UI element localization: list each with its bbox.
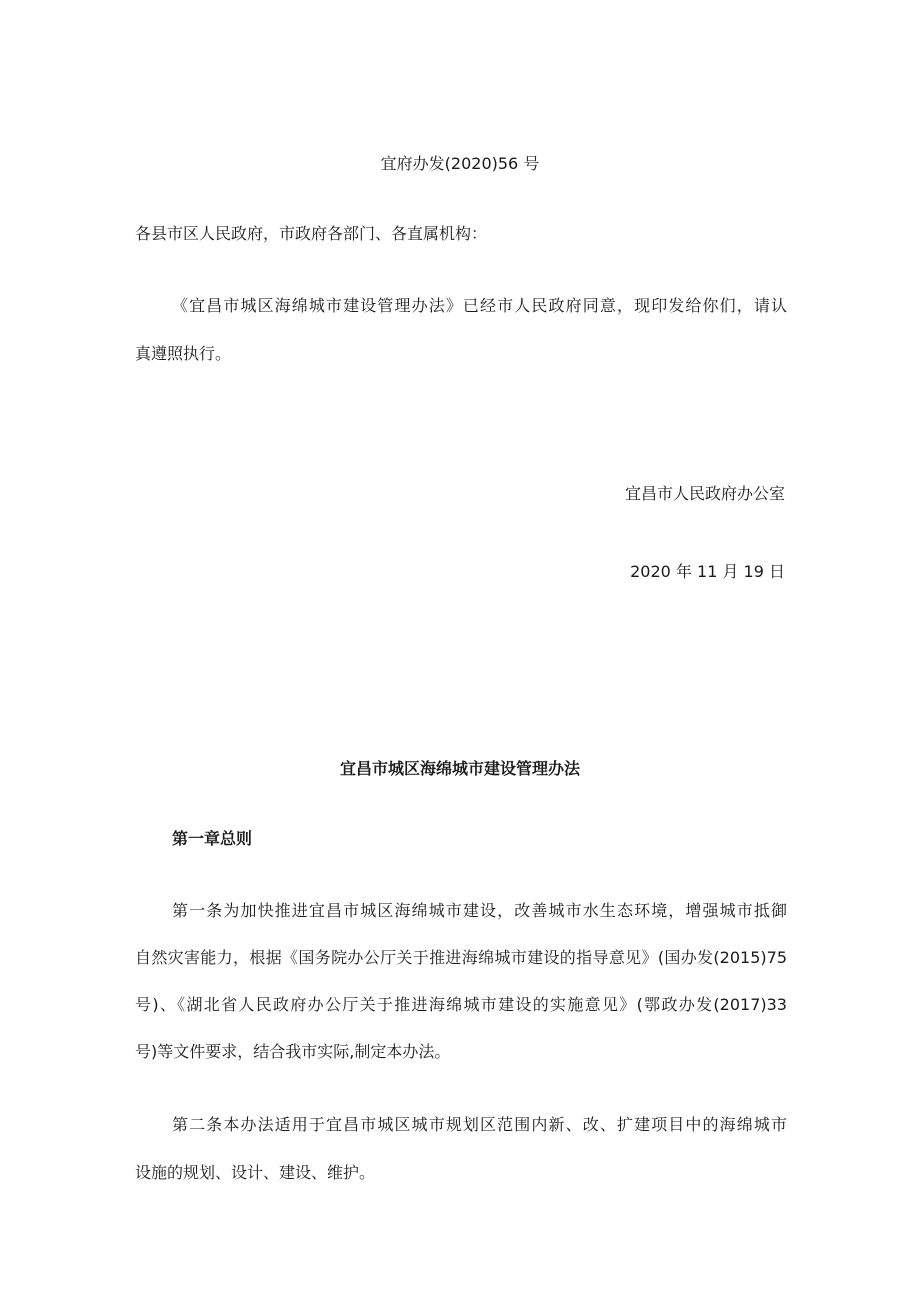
article-1-line-1: 第一条为加快推进宜昌市城区海绵城市建设，改善城市水生态环境，增强城市抵御 bbox=[172, 901, 787, 920]
article-2-line-2: 设施的规划、设计、建设、维护。 bbox=[135, 1163, 376, 1182]
article-1-line-4: 号)等文件要求，结合我市实际,制定本办法。 bbox=[135, 1042, 451, 1061]
chapter-heading: 第一章总则 bbox=[172, 829, 253, 848]
notice-line-2: 真遵照执行。 bbox=[135, 344, 232, 363]
addressee: 各县市区人民政府，市政府各部门、各直属机构： bbox=[135, 224, 488, 243]
signature-date: 2020 年 11 月 19 日 bbox=[630, 562, 785, 581]
document-number: 宜府办发(2020)56 号 bbox=[380, 154, 540, 173]
article-2-line-1: 第二条本办法适用于宜昌市城区城市规划区范围内新、改、扩建项目中的海绵城市 bbox=[172, 1115, 787, 1134]
article-1-line-2: 自然灾害能力，根据《国务院办公厅关于推进海绵城市建设的指导意见》(国办发(2015)75 bbox=[135, 948, 787, 967]
signature-office: 宜昌市人民政府办公室 bbox=[624, 484, 785, 503]
notice-line-1: 《宜昌市城区海绵城市建设管理办法》已经市人民政府同意，现印发给你们，请认 bbox=[172, 296, 787, 315]
article-1-line-3: 号)、《湖北省人民政府办公厅关于推进海绵城市建设的实施意见》(鄂政办发(2017)33 bbox=[135, 995, 787, 1014]
regulation-title: 宜昌市城区海绵城市建设管理办法 bbox=[339, 759, 580, 778]
